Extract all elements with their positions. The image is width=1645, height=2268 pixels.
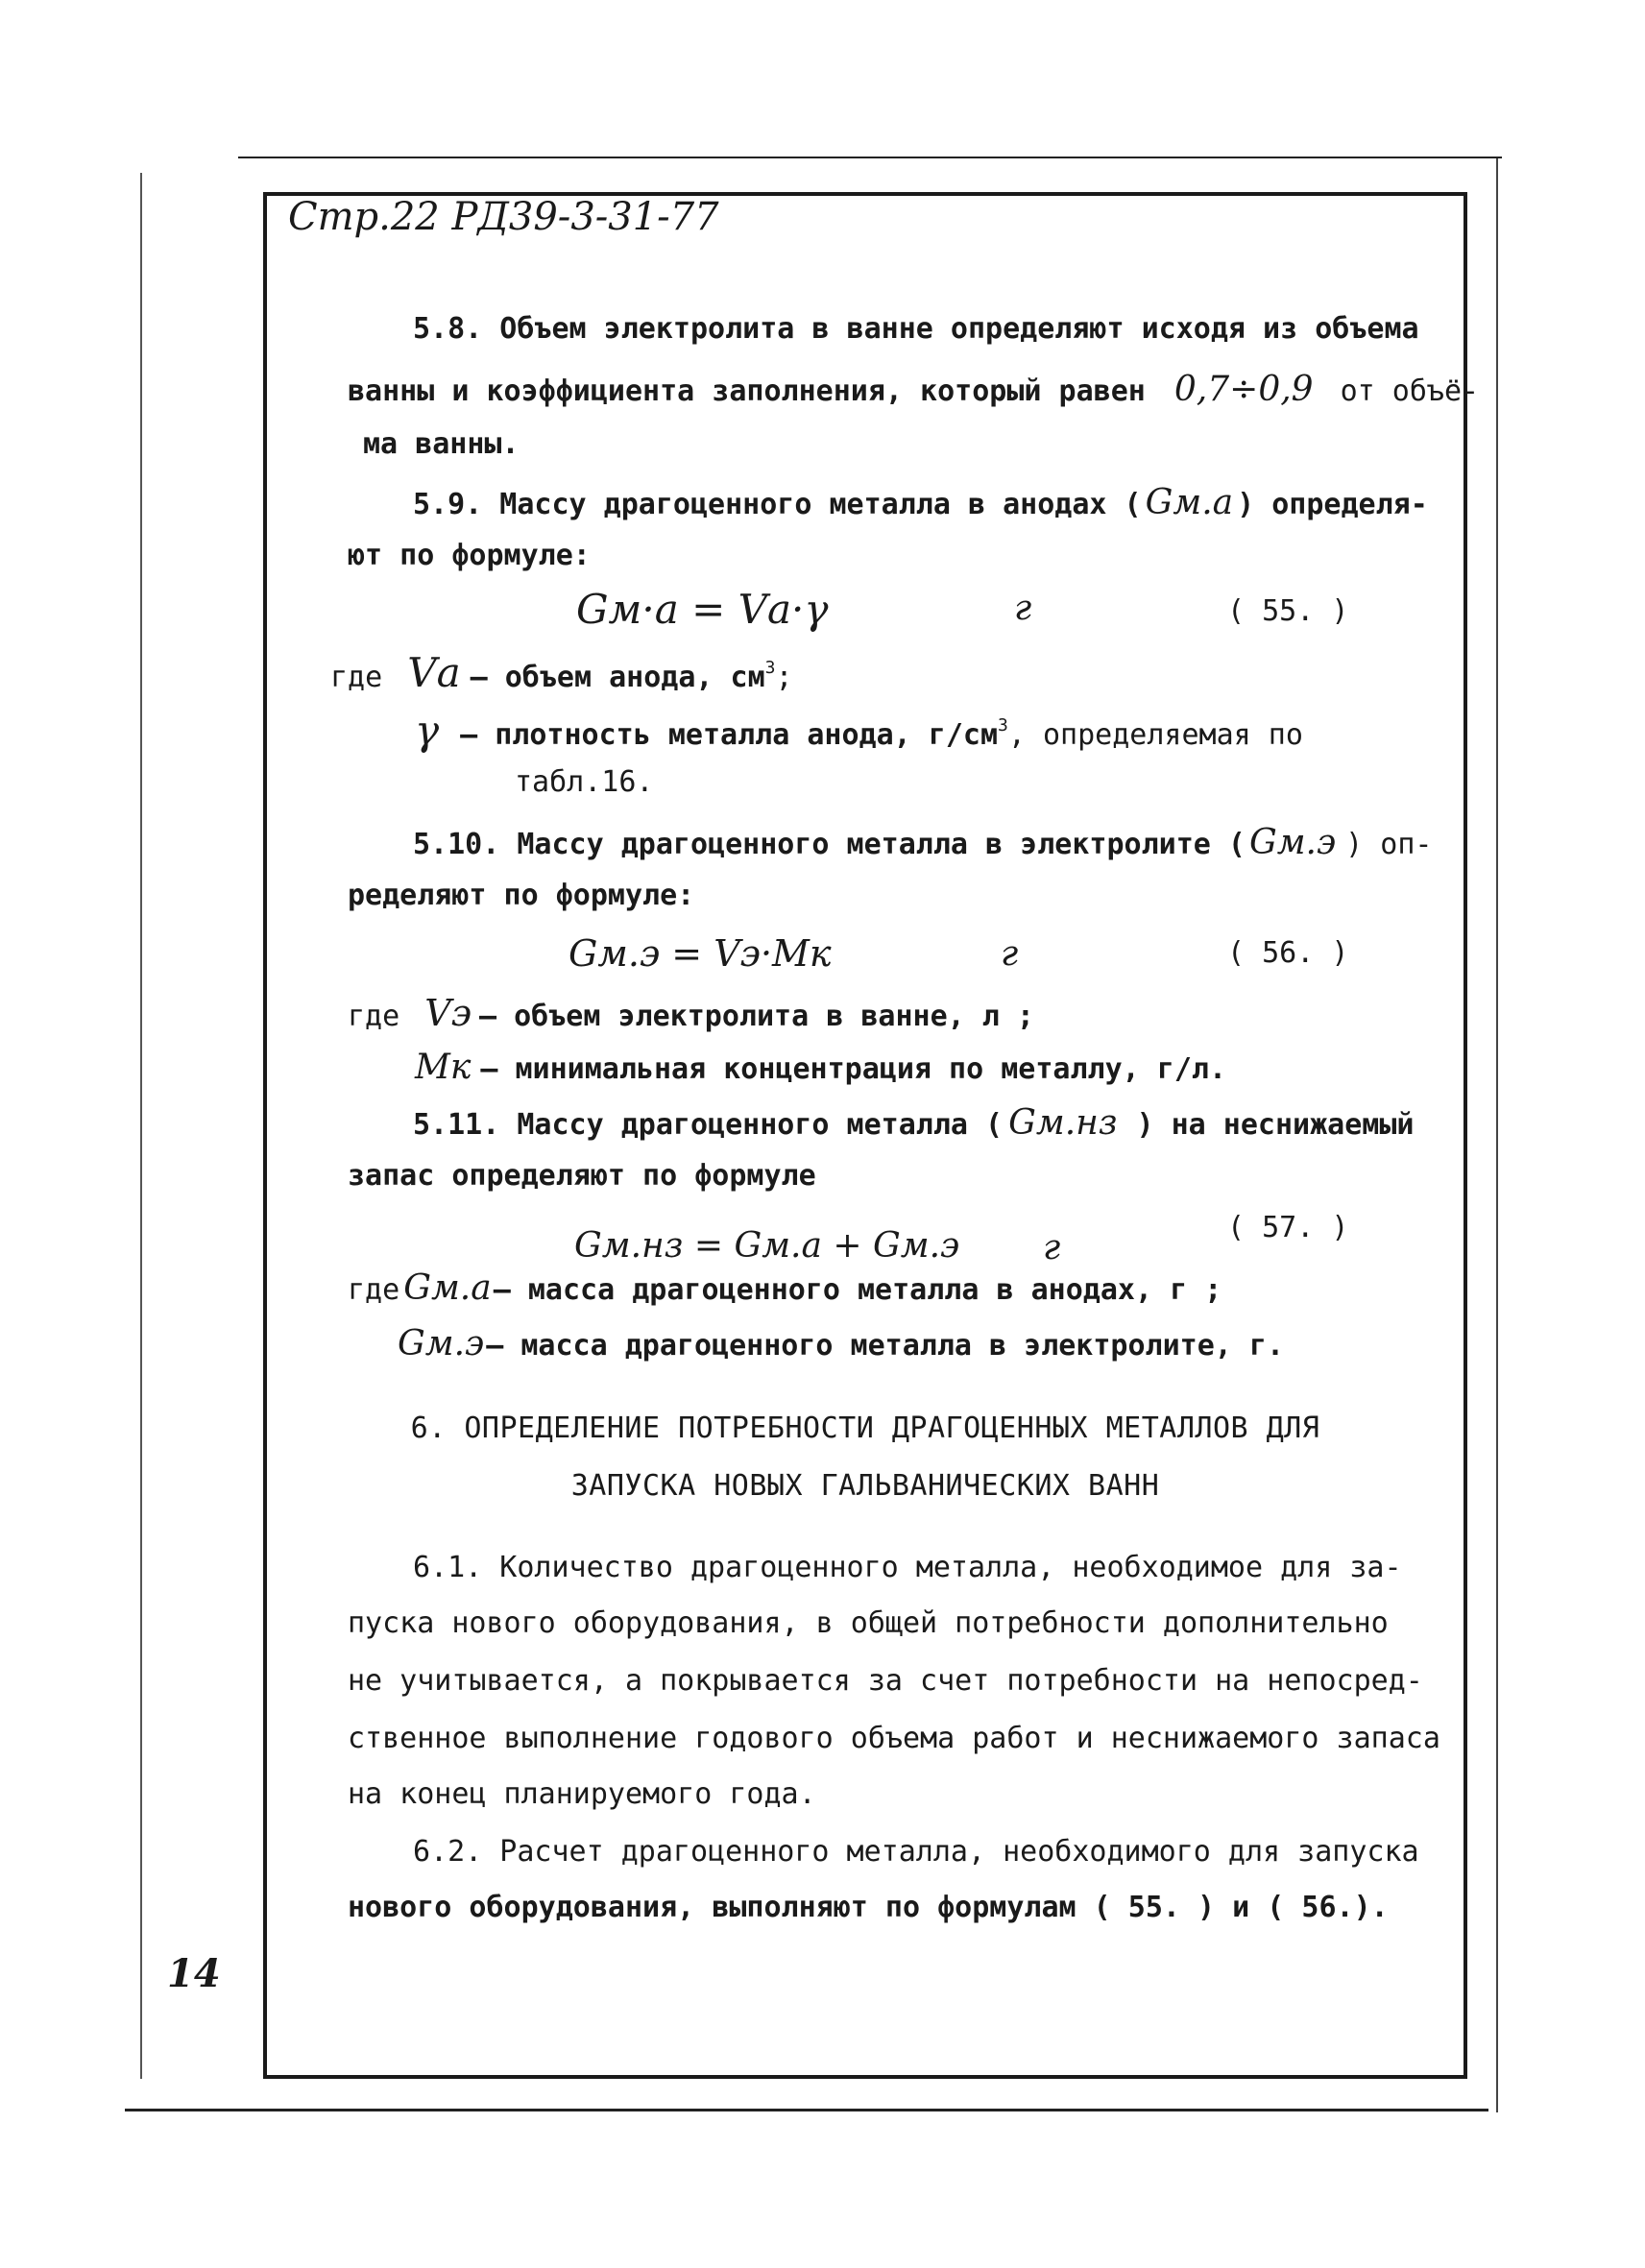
w55-def2: – плотность металла анода, г/см bbox=[460, 718, 999, 752]
w55-var2: γ bbox=[415, 707, 440, 754]
p58-line1 bbox=[413, 312, 1419, 346]
w55-var1: Vа bbox=[407, 649, 461, 696]
p62-line1: 6.2. Расчет драгоценного металла, необходимого для запуска bbox=[413, 1835, 1419, 1869]
formula-56: Gм.э = Vэ·Мк bbox=[568, 932, 832, 975]
w56-var1: Vэ bbox=[424, 992, 472, 1034]
formula-56-unit: г bbox=[1001, 934, 1019, 974]
p59-var: Gм.а bbox=[1145, 483, 1234, 522]
w57-var2: Gм.э bbox=[398, 1324, 485, 1363]
p58-coef: 0,7÷0,9 bbox=[1173, 370, 1314, 409]
p61-line4: ственное выполнение годового объема работ и неснижаемого запаса bbox=[348, 1722, 1440, 1755]
p58-text3: ма ванны. bbox=[363, 427, 520, 461]
p58-line3 bbox=[363, 427, 520, 461]
p61-line2: пуска нового оборудования, в общей потребности дополнительно bbox=[348, 1606, 1389, 1640]
p511-line2: запас определяют по формуле bbox=[348, 1159, 816, 1193]
p61-line3: не учитывается, а покрывается за счет потребности на непосред- bbox=[348, 1664, 1423, 1698]
p58-text2b: от объё- bbox=[1340, 374, 1480, 408]
p59-line2: ют по формуле: bbox=[348, 539, 591, 572]
p62-line2: нового оборудования, выполняют по формулам ( 55. ) и ( 56.). bbox=[348, 1891, 1389, 1924]
p59-line1 bbox=[413, 483, 1428, 522]
p510-line2: ределяют по формуле: bbox=[348, 879, 695, 912]
p58-text1: 5.8. Объем электролита в ванне определяют исходя из объема bbox=[413, 312, 1419, 346]
w55-def1-end: ; bbox=[775, 661, 793, 694]
formula-55-number: ( 55. ) bbox=[1227, 594, 1349, 628]
formula-56-number: ( 56. ) bbox=[1227, 936, 1349, 970]
p59-text1b: ) определя- bbox=[1237, 488, 1428, 521]
p510-line1 bbox=[413, 823, 1433, 862]
formula-57-unit: г bbox=[1043, 1228, 1061, 1267]
w55-line1 bbox=[330, 649, 793, 696]
page-header-code: Стр.22 РД39-3-31-77 bbox=[288, 195, 719, 239]
p510-text1a: 5.10. Массу драгоценного металла в электролите ( bbox=[413, 828, 1246, 861]
left-rule bbox=[140, 173, 142, 2079]
p510-var: Gм.э bbox=[1248, 823, 1337, 862]
p511-var: Gм.нз bbox=[1008, 1103, 1118, 1143]
w56-var2: Мк bbox=[415, 1048, 472, 1087]
w57-line2 bbox=[398, 1324, 1285, 1363]
w56-def2: – минимальная концентрация по металлу, г/л. bbox=[480, 1052, 1227, 1086]
p58-text2a: ванны и коэффициента заполнения, который равен bbox=[348, 374, 1146, 408]
w56-where: где bbox=[348, 1000, 400, 1033]
p510-text1b: ) оп- bbox=[1345, 828, 1433, 861]
top-rule bbox=[238, 157, 1502, 158]
w55-def1-sup: 3 bbox=[764, 658, 776, 678]
p58-line2 bbox=[348, 370, 1480, 409]
w55-def2-sup: 3 bbox=[998, 715, 1008, 736]
w55-where: где bbox=[330, 661, 383, 694]
section6-heading-line1: 6. ОПРЕДЕЛЕНИЕ ПОТРЕБНОСТИ ДРАГОЦЕННЫХ МЕТАЛЛОВ ДЛЯ bbox=[410, 1411, 1320, 1445]
p511-text1b: ) на неснижаемый bbox=[1136, 1108, 1415, 1142]
p61-line1: 6.1. Количество драгоценного металла, необходимое для за- bbox=[413, 1551, 1402, 1584]
w55-line3: табл.16. bbox=[515, 765, 654, 799]
formula-57-number: ( 57. ) bbox=[1227, 1211, 1349, 1244]
formula-55-unit: г bbox=[1014, 589, 1032, 628]
section6-heading-line2: ЗАПУСКА НОВЫХ ГАЛЬВАНИЧЕСКИХ ВАНН bbox=[570, 1469, 1160, 1503]
w56-line1 bbox=[348, 992, 1034, 1034]
formula-55: Gм·а = Vа·γ bbox=[576, 586, 829, 633]
p511-text1a: 5.11. Массу драгоценного металла ( bbox=[413, 1108, 1004, 1142]
w56-def1: – объем электролита в ванне, л ; bbox=[478, 1000, 1034, 1033]
formula-57: Gм.нз = Gм.а + Gм.э bbox=[574, 1226, 960, 1266]
p59-text1a: 5.9. Массу драгоценного металла в анодах ( bbox=[413, 488, 1142, 521]
w55-def2-end: , определяемая по bbox=[1007, 718, 1303, 752]
w56-line2 bbox=[415, 1050, 1226, 1085]
w55-def1: – объем анода, см bbox=[470, 661, 765, 694]
w57-where: где bbox=[348, 1273, 400, 1307]
right-rule bbox=[1496, 158, 1498, 2112]
w55-line2 bbox=[415, 707, 1303, 754]
w57-def1: – масса драгоценного металла в анодах, г ; bbox=[493, 1273, 1222, 1307]
p511-line1 bbox=[413, 1103, 1415, 1143]
w57-line1 bbox=[348, 1268, 1222, 1308]
bottom-rule bbox=[125, 2109, 1488, 2111]
w57-var1: Gм.а bbox=[403, 1268, 492, 1308]
w57-def2: – масса драгоценного металла в электролите, г. bbox=[486, 1329, 1285, 1363]
p61-line5: на конец планируемого года. bbox=[348, 1777, 816, 1811]
sheet-number: 14 bbox=[167, 1951, 221, 1996]
